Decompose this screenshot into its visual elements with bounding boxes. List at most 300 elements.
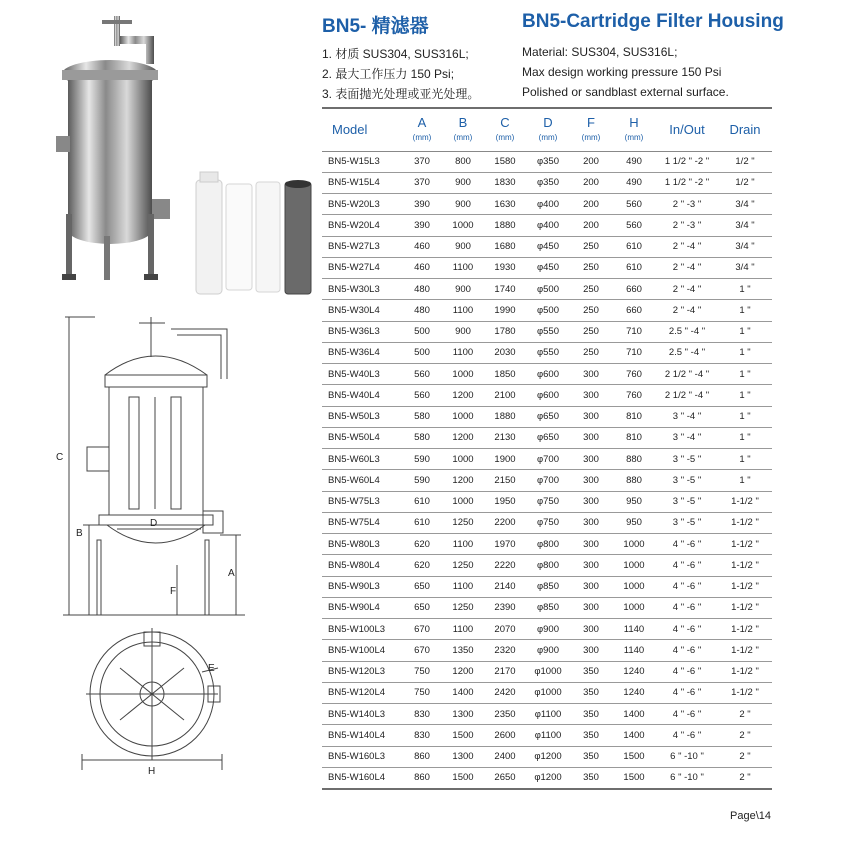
table-row [322, 767, 772, 788]
table-cell: 460 [414, 241, 430, 253]
table-cell: 200 [583, 219, 599, 231]
table-row [322, 194, 772, 215]
table-row [322, 576, 772, 597]
table-cell: 670 [414, 644, 430, 656]
table-cell: 590 [414, 453, 430, 465]
table-cell: 2400 [494, 751, 516, 763]
table-cell: 300 [583, 368, 599, 380]
table-cell: 2220 [494, 559, 516, 571]
table-cell: 1 " [739, 411, 751, 423]
table-cell: 660 [626, 283, 642, 295]
column-header-label: C [500, 114, 510, 130]
table-cell: 200 [583, 198, 599, 210]
column-header [322, 108, 402, 151]
table-cell: 860 [414, 772, 430, 784]
table-cell: 610 [414, 517, 430, 529]
table-cell: 480 [414, 283, 430, 295]
table-row [322, 534, 772, 555]
table-cell: 1-1/2 " [731, 602, 759, 614]
table-cell: 390 [414, 219, 430, 231]
table-cell: 3 " -5 " [672, 496, 702, 508]
table-row [322, 449, 772, 470]
table-cell: 1000 [452, 411, 474, 423]
table-cell: 1240 [623, 687, 645, 699]
table-row [322, 215, 772, 236]
table-cell: φ900 [536, 644, 559, 656]
table-cell: 300 [583, 644, 599, 656]
table-cell: 2 " [739, 772, 751, 784]
table-row [322, 661, 772, 682]
table-cell: 950 [626, 517, 642, 529]
table-cell: 1200 [452, 474, 474, 486]
table-cell: 2 " -3 " [672, 198, 702, 210]
table-cell: 2390 [494, 602, 516, 614]
table-cell: 2150 [494, 474, 516, 486]
table-cell: 4 " -6 " [672, 538, 702, 550]
model-cell: BN5-W40L4 [328, 389, 380, 401]
table-cell: φ1000 [534, 666, 562, 678]
table-cell: 950 [626, 496, 642, 508]
page-number: Page\14 [730, 810, 771, 822]
model-cell: BN5-W60L4 [328, 474, 380, 486]
table-cell: 2 " -4 " [672, 283, 702, 295]
table-cell: φ800 [536, 538, 559, 550]
table-cell: 1970 [494, 538, 516, 550]
table-cell: φ750 [536, 496, 559, 508]
table-cell: 1400 [623, 708, 645, 720]
table-cell: 760 [626, 368, 642, 380]
table-cell: 2420 [494, 687, 516, 699]
table-cell: 1100 [452, 304, 474, 316]
table-cell: 2 1/2 " -4 " [664, 368, 710, 380]
table-cell: 3 " -4 " [672, 411, 702, 423]
table-cell: 1250 [452, 517, 474, 529]
column-header [484, 108, 526, 151]
table-cell: 1880 [494, 219, 516, 231]
table-cell: 2 " [739, 729, 751, 741]
table-row [322, 406, 772, 427]
model-cell: BN5-W40L3 [328, 368, 380, 380]
table-cell: φ350 [536, 156, 559, 168]
table-cell: 4 " -6 " [672, 602, 702, 614]
table-cell: 1200 [452, 432, 474, 444]
table-cell: 300 [583, 517, 599, 529]
table-row [322, 257, 772, 278]
table-cell: 1 " [739, 368, 751, 380]
table-cell: 2130 [494, 432, 516, 444]
table-cell: 1100 [452, 581, 474, 593]
table-cell: 810 [626, 432, 642, 444]
table-row [322, 364, 772, 385]
column-header-label: A [417, 114, 427, 130]
table-row [322, 640, 772, 661]
table-cell: 1-1/2 " [731, 687, 759, 699]
table-cell: 1140 [623, 623, 645, 635]
table-cell: φ700 [536, 453, 559, 465]
model-cell: BN5-W75L3 [328, 496, 380, 508]
table-cell: 300 [583, 432, 599, 444]
model-cell: BN5-W160L3 [328, 751, 386, 763]
table-cell: 1500 [623, 772, 645, 784]
table-cell: 1400 [452, 687, 474, 699]
model-cell: BN5-W20L4 [328, 219, 380, 231]
model-cell: BN5-W90L4 [328, 602, 380, 614]
table-row [322, 555, 772, 576]
cartridge-photo [190, 170, 322, 296]
table-row [322, 682, 772, 703]
table-cell: 480 [414, 304, 430, 316]
table-cell: 1350 [452, 644, 474, 656]
table-cell: φ450 [536, 241, 559, 253]
table-cell: 350 [583, 729, 599, 741]
feature-cn-3: 3. 表面抛光处理或亚光处理。 [322, 87, 480, 101]
model-cell: BN5-W30L3 [328, 283, 380, 295]
table-cell: 300 [583, 453, 599, 465]
table-cell: 390 [414, 198, 430, 210]
table-cell: 370 [414, 177, 430, 189]
table-cell: 880 [626, 453, 642, 465]
table-cell: 560 [626, 198, 642, 210]
table-cell: 610 [626, 241, 642, 253]
table-cell: 1900 [494, 453, 516, 465]
table-row [322, 704, 772, 725]
model-cell: BN5-W160L4 [328, 772, 386, 784]
table-cell: 1250 [452, 602, 474, 614]
table-row [322, 491, 772, 512]
table-cell: 1850 [494, 368, 516, 380]
column-header [656, 108, 718, 151]
table-cell: 1000 [623, 602, 645, 614]
table-cell: 880 [626, 474, 642, 486]
table-cell: 900 [455, 177, 471, 189]
model-cell: BN5-W90L3 [328, 581, 380, 593]
column-header [612, 108, 656, 151]
dim-label-a: A [228, 568, 235, 579]
column-header-label: Drain [729, 122, 761, 138]
column-header-label: B [458, 114, 468, 130]
table-cell: 1630 [494, 198, 516, 210]
column-header-unit: (mm) [581, 132, 601, 142]
table-cell: 1 1/2 " -2 " [664, 177, 710, 189]
table-cell: φ850 [536, 602, 559, 614]
table-cell: 800 [455, 156, 471, 168]
table-cell: φ400 [536, 198, 559, 210]
table-cell: 250 [583, 283, 599, 295]
model-cell: BN5-W60L3 [328, 453, 380, 465]
table-cell: 1830 [494, 177, 516, 189]
table-cell: 750 [414, 666, 430, 678]
table-cell: 1 " [739, 474, 751, 486]
table-cell: 660 [626, 304, 642, 316]
table-cell: 1 " [739, 347, 751, 359]
table-cell: 1000 [623, 581, 645, 593]
table-cell: 1000 [452, 219, 474, 231]
table-cell: 1/2 " [735, 177, 755, 189]
table-cell: 4 " -6 " [672, 623, 702, 635]
table-cell: 490 [626, 156, 642, 168]
table-row [322, 597, 772, 618]
table-cell: 1000 [623, 559, 645, 571]
column-header [442, 108, 484, 151]
table-cell: 620 [414, 559, 430, 571]
model-cell: BN5-W30L4 [328, 304, 380, 316]
table-cell: 1880 [494, 411, 516, 423]
model-cell: BN5-W15L3 [328, 156, 380, 168]
table-cell: 1000 [452, 368, 474, 380]
table-row [322, 470, 772, 491]
table-cell: 2 1/2 " -4 " [664, 389, 710, 401]
table-cell: 350 [583, 708, 599, 720]
table-cell: φ1200 [534, 772, 562, 784]
table-cell: 300 [583, 559, 599, 571]
table-cell: 1/2 " [735, 156, 755, 168]
feature-cn-2: 2. 最大工作压力 150 Psi; [322, 67, 455, 81]
table-row [322, 619, 772, 640]
column-header-unit: (mm) [453, 132, 473, 142]
table-cell: φ350 [536, 177, 559, 189]
model-cell: BN5-W27L4 [328, 262, 380, 274]
model-cell: BN5-W120L3 [328, 666, 386, 678]
table-cell: 6 " -10 " [670, 772, 704, 784]
table-cell: φ650 [536, 411, 559, 423]
column-header-unit: (mm) [538, 132, 558, 142]
table-cell: 1300 [452, 708, 474, 720]
table-cell: 3 " -5 " [672, 517, 702, 529]
table-cell: φ500 [536, 304, 559, 316]
table-cell: 2030 [494, 347, 516, 359]
model-cell: BN5-W15L4 [328, 177, 380, 189]
table-cell: φ800 [536, 559, 559, 571]
table-cell: 300 [583, 581, 599, 593]
table-cell: 2100 [494, 389, 516, 401]
column-header [402, 108, 442, 151]
title-en: BN5-Cartridge Filter Housing [522, 11, 784, 32]
table-cell: 6 " -10 " [670, 751, 704, 763]
table-row [322, 746, 772, 767]
table-cell: 250 [583, 347, 599, 359]
column-header-unit: (mm) [412, 132, 432, 142]
column-header-label: Model [332, 122, 368, 138]
table-cell: 3 " -4 " [672, 432, 702, 444]
model-cell: BN5-W80L3 [328, 538, 380, 550]
table-row [322, 236, 772, 257]
table-cell: 1100 [452, 623, 474, 635]
table-cell: 650 [414, 581, 430, 593]
table-cell: 1300 [452, 751, 474, 763]
table-cell: 1250 [452, 559, 474, 571]
table-cell: 650 [414, 602, 430, 614]
table-cell: 1-1/2 " [731, 581, 759, 593]
table-cell: 670 [414, 623, 430, 635]
table-cell: 300 [583, 474, 599, 486]
table-cell: 370 [414, 156, 430, 168]
table-row [322, 512, 772, 533]
table-cell: 4 " -6 " [672, 687, 702, 699]
table-cell: 710 [626, 347, 642, 359]
spec-table-header [322, 108, 772, 151]
table-cell: 2170 [494, 666, 516, 678]
table-cell: 830 [414, 708, 430, 720]
table-cell: 590 [414, 474, 430, 486]
table-cell: 2320 [494, 644, 516, 656]
table-cell: 300 [583, 602, 599, 614]
table-cell: 580 [414, 411, 430, 423]
dim-label-b: B [76, 528, 83, 539]
table-cell: φ600 [536, 368, 559, 380]
table-cell: 300 [583, 411, 599, 423]
table-cell: 1100 [452, 262, 474, 274]
spec-table [322, 107, 772, 790]
table-row [322, 172, 772, 193]
side-elevation-drawing [55, 315, 245, 620]
table-cell: 1500 [623, 751, 645, 763]
table-cell: 2140 [494, 581, 516, 593]
table-cell: 4 " -6 " [672, 559, 702, 571]
table-cell: 1780 [494, 326, 516, 338]
table-cell: φ650 [536, 432, 559, 444]
table-cell: 2.5 " -4 " [668, 326, 706, 338]
table-cell: 610 [626, 262, 642, 274]
table-row [322, 300, 772, 321]
table-cell: 300 [583, 623, 599, 635]
table-cell: 4 " -6 " [672, 581, 702, 593]
table-cell: 4 " -6 " [672, 644, 702, 656]
table-cell: 580 [414, 432, 430, 444]
table-cell: 2350 [494, 708, 516, 720]
table-row [322, 725, 772, 746]
top-plan-drawing [80, 628, 230, 778]
table-cell: 3/4 " [735, 198, 755, 210]
model-cell: BN5-W20L3 [328, 198, 380, 210]
table-cell: 200 [583, 177, 599, 189]
table-cell: φ600 [536, 389, 559, 401]
table-cell: 250 [583, 241, 599, 253]
table-cell: 250 [583, 326, 599, 338]
table-cell: 1950 [494, 496, 516, 508]
table-cell: 1140 [623, 644, 645, 656]
table-cell: 2600 [494, 729, 516, 741]
table-cell: 300 [583, 389, 599, 401]
table-cell: 1000 [452, 453, 474, 465]
table-cell: φ1200 [534, 751, 562, 763]
column-header [718, 108, 772, 151]
table-cell: 900 [455, 326, 471, 338]
table-cell: 1500 [452, 729, 474, 741]
title-cn: BN5- 精滤器 [322, 16, 429, 37]
table-cell: 2650 [494, 772, 516, 784]
table-cell: 1000 [623, 538, 645, 550]
table-row [322, 321, 772, 342]
model-cell: BN5-W100L4 [328, 644, 386, 656]
table-cell: 1100 [452, 538, 474, 550]
model-cell: BN5-W27L3 [328, 241, 380, 253]
dim-label-c: C [56, 452, 64, 463]
table-cell: 2 " -3 " [672, 219, 702, 231]
feature-cn-1: 1. 材质 SUS304, SUS316L; [322, 47, 469, 61]
dim-label-d: D [150, 518, 158, 529]
table-cell: 1 " [739, 453, 751, 465]
table-cell: 1 " [739, 326, 751, 338]
table-cell: 1 " [739, 283, 751, 295]
table-cell: 610 [414, 496, 430, 508]
column-header-label: F [587, 114, 595, 130]
table-cell: 500 [414, 347, 430, 359]
table-cell: 350 [583, 687, 599, 699]
dim-label-e: E [208, 663, 215, 674]
table-cell: 760 [626, 389, 642, 401]
table-row [322, 342, 772, 363]
table-cell: 1580 [494, 156, 516, 168]
table-cell: 1-1/2 " [731, 496, 759, 508]
dim-label-h: H [148, 766, 156, 777]
table-cell: 1 " [739, 304, 751, 316]
table-cell: 2 " -4 " [672, 304, 702, 316]
table-cell: 300 [583, 538, 599, 550]
table-cell: 1-1/2 " [731, 517, 759, 529]
table-cell: 350 [583, 751, 599, 763]
table-cell: 3/4 " [735, 219, 755, 231]
table-cell: 2 " -4 " [672, 241, 702, 253]
table-cell: 200 [583, 156, 599, 168]
table-cell: 250 [583, 262, 599, 274]
table-cell: φ1100 [534, 708, 562, 720]
table-cell: 1500 [452, 772, 474, 784]
table-cell: φ500 [536, 283, 559, 295]
table-cell: 500 [414, 326, 430, 338]
table-cell: 1-1/2 " [731, 623, 759, 635]
column-header-label: H [629, 114, 639, 130]
table-cell: 1740 [494, 283, 516, 295]
table-cell: 300 [583, 496, 599, 508]
table-cell: 560 [414, 389, 430, 401]
table-cell: φ1000 [534, 687, 562, 699]
table-cell: φ750 [536, 517, 559, 529]
table-cell: 1 1/2 " -2 " [664, 156, 710, 168]
table-cell: φ450 [536, 262, 559, 274]
table-cell: 710 [626, 326, 642, 338]
table-cell: 1990 [494, 304, 516, 316]
table-cell: φ900 [536, 623, 559, 635]
table-cell: 3/4 " [735, 241, 755, 253]
table-cell: 1100 [452, 347, 474, 359]
column-header [526, 108, 570, 151]
table-cell: 2200 [494, 517, 516, 529]
table-cell: 1 " [739, 389, 751, 401]
table-cell: 810 [626, 411, 642, 423]
table-cell: 2 " [739, 708, 751, 720]
column-header-unit: (mm) [495, 132, 515, 142]
table-cell: 350 [583, 772, 599, 784]
model-cell: BN5-W50L4 [328, 432, 380, 444]
table-cell: 350 [583, 666, 599, 678]
table-cell: 2 " [739, 751, 751, 763]
dim-label-f: F [170, 586, 177, 597]
table-cell: 250 [583, 304, 599, 316]
table-cell: φ550 [536, 347, 559, 359]
table-cell: 4 " -6 " [672, 708, 702, 720]
table-cell: 560 [626, 219, 642, 231]
model-cell: BN5-W120L4 [328, 687, 386, 699]
table-row [322, 385, 772, 406]
table-cell: 3 " -5 " [672, 453, 702, 465]
table-cell: 900 [455, 198, 471, 210]
spec-table-body [322, 151, 772, 789]
table-cell: 1-1/2 " [731, 644, 759, 656]
table-cell: 4 " -6 " [672, 666, 702, 678]
table-cell: φ1100 [534, 729, 562, 741]
table-cell: 1400 [623, 729, 645, 741]
table-cell: 2 " -4 " [672, 262, 702, 274]
